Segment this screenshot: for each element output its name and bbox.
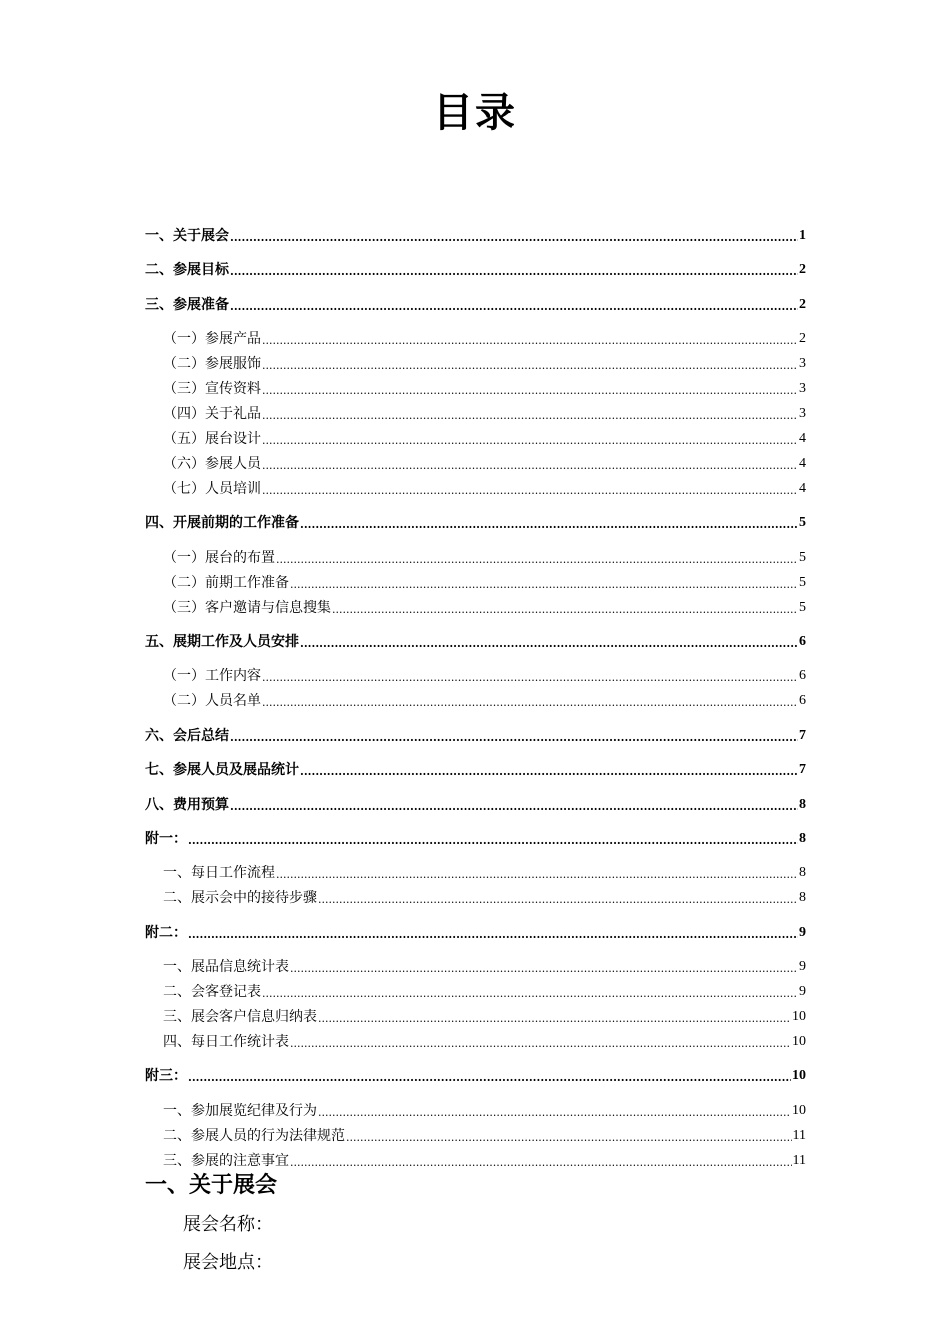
toc-dot-leader [188, 1066, 791, 1086]
toc-entry-title: 一、关于展会 [145, 228, 229, 244]
toc-entry[interactable] [145, 726, 806, 746]
toc-dot-leader [276, 863, 798, 883]
page-title: 目录 [433, 90, 517, 136]
toc-entry-title: 五、展期工作及人员安排 [145, 634, 299, 650]
toc-entry-title: （一）参展产品 [163, 331, 261, 347]
toc-entry-title: 一、展品信息统计表 [163, 959, 289, 975]
toc-entry[interactable] [145, 923, 806, 943]
toc-page-number: 9 [799, 984, 806, 999]
toc-entry-title: 二、参展人员的行为法律规范 [163, 1128, 345, 1144]
toc-entry-title: （七）人员培训 [163, 481, 261, 497]
toc-entry-title: 三、展会客户信息归纳表 [163, 1009, 317, 1025]
toc-page-number: 9 [799, 959, 806, 974]
toc-page-number: 3 [799, 381, 806, 396]
toc-page-number: 8 [799, 831, 806, 846]
toc-dot-leader [188, 923, 798, 943]
toc-entry[interactable] [163, 957, 806, 977]
toc-page-number: 5 [799, 515, 806, 530]
toc-page-number: 10 [792, 1068, 806, 1083]
toc-page-number: 8 [799, 890, 806, 905]
toc-entry[interactable] [163, 548, 806, 568]
toc-dot-leader [318, 1101, 791, 1121]
toc-page-number: 11 [792, 1153, 806, 1168]
toc-entry[interactable] [145, 260, 806, 280]
toc-dot-leader [262, 379, 798, 399]
toc-entry[interactable] [163, 863, 806, 883]
toc-entry-title: 一、参加展览纪律及行为 [163, 1103, 317, 1119]
toc-dot-leader [332, 598, 798, 618]
toc-dot-leader [262, 666, 798, 686]
toc-dot-leader [318, 1007, 791, 1027]
toc-dot-leader [262, 479, 798, 499]
toc-entry-title: （二）人员名单 [163, 693, 261, 709]
toc-entry[interactable] [145, 295, 806, 315]
toc-entry[interactable] [163, 354, 806, 374]
toc-dot-leader [230, 226, 798, 246]
toc-entry-title: （二）前期工作准备 [163, 575, 289, 591]
toc-entry-title: 一、每日工作流程 [163, 865, 275, 881]
toc-dot-leader [300, 760, 798, 780]
toc-entry[interactable] [145, 513, 806, 533]
toc-entry-title: （五）展台设计 [163, 431, 261, 447]
toc-page-number: 4 [799, 481, 806, 496]
toc-entry[interactable] [163, 982, 806, 1002]
section-heading: 一、关于展会 [145, 1173, 278, 1198]
toc-dot-leader [262, 404, 798, 424]
toc-entry-title: 附一： [145, 831, 187, 847]
toc-dot-leader [318, 888, 798, 908]
toc-page-number: 10 [792, 1034, 806, 1049]
toc-dot-leader [300, 632, 798, 652]
toc-page-number: 4 [799, 456, 806, 471]
toc-entry[interactable] [163, 329, 806, 349]
toc-entry-title: 三、参展准备 [145, 297, 229, 313]
toc-page-number: 3 [799, 356, 806, 371]
toc-entry[interactable] [145, 1066, 806, 1086]
toc-entry-title: 七、参展人员及展品统计 [145, 762, 299, 778]
toc-dot-leader [290, 1151, 792, 1171]
toc-page-number: 7 [799, 762, 806, 777]
toc-page-number: 2 [799, 262, 806, 277]
toc-dot-leader [276, 548, 798, 568]
field-exhibition-name: 展会名称： [183, 1214, 273, 1235]
toc-entry[interactable] [163, 888, 806, 908]
toc-page-number: 1 [799, 228, 806, 243]
toc-dot-leader [230, 260, 798, 280]
toc-entry-title: 二、展示会中的接待步骤 [163, 890, 317, 906]
toc-page-number: 8 [799, 797, 806, 812]
toc-dot-leader [290, 957, 798, 977]
toc-page-number: 5 [799, 600, 806, 615]
toc-dot-leader [262, 429, 798, 449]
toc-entry-title: （一）工作内容 [163, 668, 261, 684]
toc-dot-leader [300, 513, 798, 533]
toc-entry[interactable] [145, 829, 806, 849]
toc-entry[interactable] [163, 573, 806, 593]
toc-dot-leader [262, 329, 798, 349]
toc-dot-leader [230, 295, 798, 315]
toc-entry-title: （四）关于礼品 [163, 406, 261, 422]
toc-entry-title: （一）展台的布置 [163, 550, 275, 566]
toc-page-number: 8 [799, 865, 806, 880]
toc-page-number: 6 [799, 693, 806, 708]
toc-entry[interactable] [145, 226, 806, 246]
toc-entry[interactable] [145, 760, 806, 780]
toc-entry-title: （三）客户邀请与信息搜集 [163, 600, 331, 616]
toc-entry[interactable] [163, 1151, 806, 1171]
toc-dot-leader [188, 829, 798, 849]
toc-entry[interactable] [163, 379, 806, 399]
toc-page-number: 2 [799, 331, 806, 346]
toc-page-number: 6 [799, 634, 806, 649]
toc-entry[interactable] [163, 454, 806, 474]
toc-entry[interactable] [163, 666, 806, 686]
toc-page-number: 5 [799, 550, 806, 565]
toc-dot-leader [262, 691, 798, 711]
toc-entry-title: 四、每日工作统计表 [163, 1034, 289, 1050]
toc-page-number: 3 [799, 406, 806, 421]
toc-dot-leader [230, 726, 798, 746]
toc-page-number: 4 [799, 431, 806, 446]
toc-page-number: 9 [799, 925, 806, 940]
toc-entry[interactable] [163, 1126, 806, 1146]
toc-entry[interactable] [163, 1007, 806, 1027]
toc-page-number: 2 [799, 297, 806, 312]
field-exhibition-location: 展会地点： [183, 1252, 273, 1273]
toc-entry-title: （六）参展人员 [163, 456, 261, 472]
toc-entry-title: （二）参展服饰 [163, 356, 261, 372]
toc-entry-title: 八、费用预算 [145, 797, 229, 813]
toc-entry-title: 三、参展的注意事宜 [163, 1153, 289, 1169]
toc-page-number: 7 [799, 728, 806, 743]
toc-entry[interactable] [163, 1101, 806, 1121]
toc-dot-leader [262, 354, 798, 374]
toc-entry[interactable] [163, 691, 806, 711]
toc-page-number: 10 [792, 1103, 806, 1118]
toc-dot-leader [290, 1032, 791, 1052]
toc-entry[interactable] [145, 632, 806, 652]
toc-entry[interactable] [145, 795, 806, 815]
toc-entry[interactable] [163, 404, 806, 424]
toc-dot-leader [230, 795, 798, 815]
toc-entry-title: 附二： [145, 925, 187, 941]
toc-page-number: 6 [799, 668, 806, 683]
toc-page-number: 11 [792, 1128, 806, 1143]
toc-entry-title: 二、参展目标 [145, 262, 229, 278]
toc-page-number: 10 [792, 1009, 806, 1024]
toc-entry-title: （三）宣传资料 [163, 381, 261, 397]
toc-dot-leader [346, 1126, 792, 1146]
toc-entry[interactable] [163, 429, 806, 449]
toc-dot-leader [262, 982, 798, 1002]
toc-entry-title: 六、会后总结 [145, 728, 229, 744]
toc-entry-title: 二、会客登记表 [163, 984, 261, 1000]
toc-entry-title: 附三： [145, 1068, 187, 1084]
toc-dot-leader [262, 454, 798, 474]
toc-entry-title: 四、开展前期的工作准备 [145, 515, 299, 531]
toc-dot-leader [290, 573, 798, 593]
toc-entry[interactable] [163, 598, 806, 618]
toc-entry[interactable] [163, 479, 806, 499]
toc-entry[interactable] [163, 1032, 806, 1052]
toc-page-number: 5 [799, 575, 806, 590]
